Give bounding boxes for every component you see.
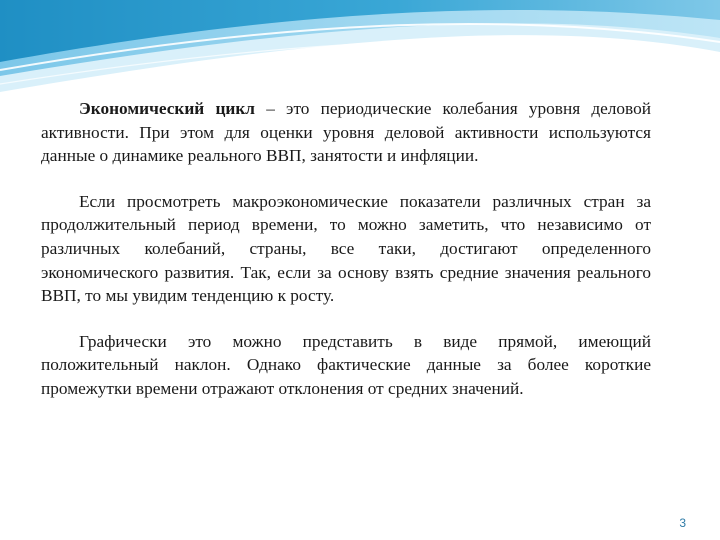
- header-wave-decoration: [0, 0, 720, 110]
- slide-body: [41, 97, 651, 401]
- paragraph-graphical: Графически это можно представить в виде прямой, имеющий положительный наклон. Однако фактические данные за более короткие промежутки времени отражают отклонения от средних значений.: [41, 331, 651, 398]
- paragraph-definition-text: – это периодические колебания уровня деловой активности. При этом для оценки уровня деловой активности используются данные о динамике реального ВВП, занятости и инфляции.: [41, 99, 651, 166]
- paragraph-gdp-trend: Если просмотреть макроэкономические показатели различных стран за продолжительный период времени, то можно заметить, что независимо от различных колебаний, страны, все таки, достигают определенного экономического развития. Так, если за основу взять средние значения реального ВВП, то мы увидим тенденцию к росту.: [41, 191, 651, 306]
- page-number: 3: [679, 516, 686, 530]
- term-economic-cycle: Экономический цикл: [79, 99, 256, 118]
- paragraph-definition: [41, 97, 651, 168]
